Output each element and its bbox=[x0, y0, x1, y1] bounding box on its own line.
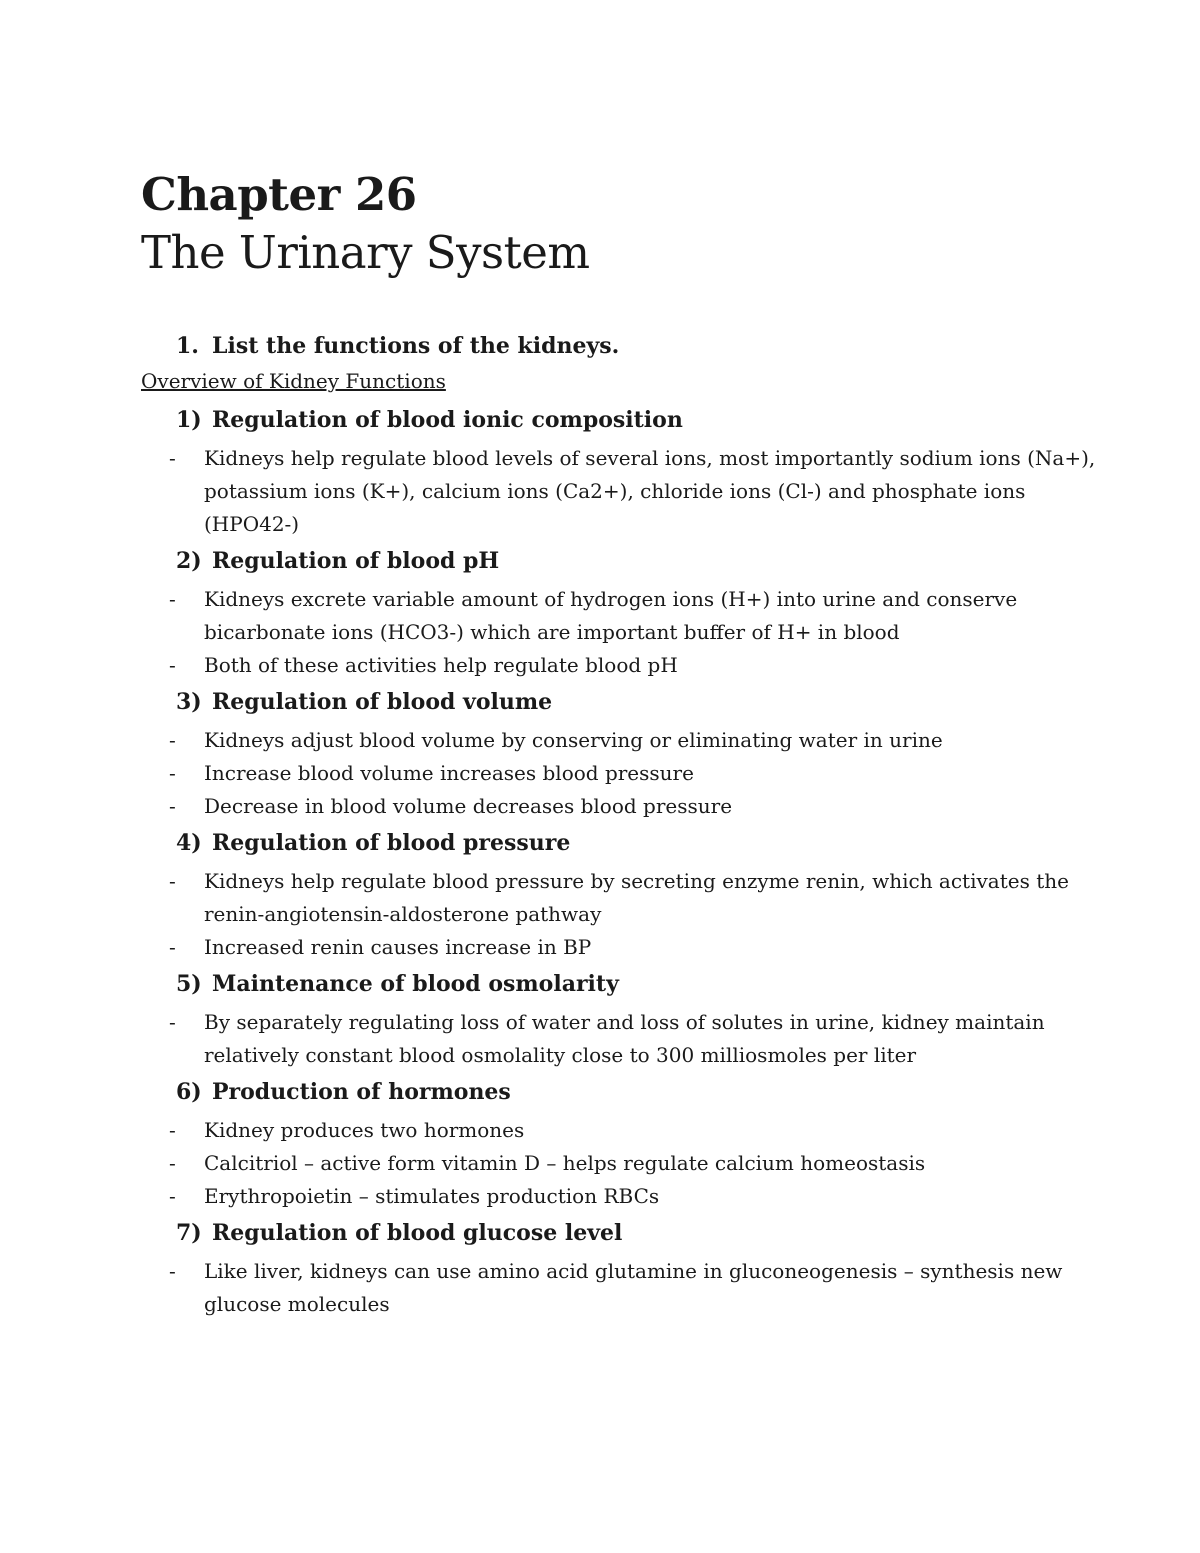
chapter-title: Chapter 26 bbox=[141, 168, 417, 221]
list-item bbox=[141, 931, 1101, 964]
bullet-list bbox=[141, 442, 1101, 541]
list-item-text: Erythropoietin – stimulates production RBCs bbox=[204, 1184, 660, 1208]
list-item-text: By separately regulating loss of water and loss of solutes in urine, kidney maintain relatively constant blood osmolality close to 300 milliosmoles per liter bbox=[204, 1010, 1045, 1067]
dash-marker: - bbox=[169, 761, 176, 785]
dash-marker: - bbox=[169, 935, 176, 959]
section-number: 3) bbox=[176, 689, 202, 715]
dash-marker: - bbox=[169, 794, 176, 818]
section-heading bbox=[141, 828, 1101, 858]
list-item bbox=[141, 1255, 1101, 1321]
section-heading bbox=[141, 969, 1101, 999]
bullet-list bbox=[141, 724, 1101, 823]
bullet-list bbox=[141, 1114, 1101, 1213]
section-heading bbox=[141, 546, 1101, 576]
section-heading bbox=[141, 1218, 1101, 1248]
function-section bbox=[141, 687, 1101, 823]
list-item-text: Both of these activities help regulate blood pH bbox=[204, 653, 678, 677]
overview-label: Overview of Kidney Functions bbox=[141, 369, 446, 393]
list-item bbox=[141, 1006, 1101, 1072]
list-item bbox=[141, 442, 1101, 541]
dash-marker: - bbox=[169, 1118, 176, 1142]
dash-marker: - bbox=[169, 1184, 176, 1208]
dash-marker: - bbox=[169, 446, 176, 470]
section-number: 1) bbox=[176, 407, 202, 433]
list-item bbox=[141, 1147, 1101, 1180]
section-heading-text: Regulation of blood pressure bbox=[212, 830, 571, 856]
list-item-text: Kidneys excrete variable amount of hydrogen ions (H+) into urine and conserve bicarbonate ions (HCO3-) which are important buffer of H+ in blood bbox=[204, 587, 1018, 644]
function-section bbox=[141, 1077, 1101, 1213]
list-item bbox=[141, 865, 1101, 931]
bullet-list bbox=[141, 865, 1101, 964]
dash-marker: - bbox=[169, 1259, 176, 1283]
dash-marker: - bbox=[169, 653, 176, 677]
section-heading-text: Regulation of blood glucose level bbox=[212, 1220, 623, 1246]
list-item bbox=[141, 757, 1101, 790]
list-item bbox=[141, 583, 1101, 649]
section-heading bbox=[141, 687, 1101, 717]
list-item bbox=[141, 790, 1101, 823]
bullet-list bbox=[141, 1006, 1101, 1072]
function-sections bbox=[141, 405, 1101, 1326]
bullet-list bbox=[141, 1255, 1101, 1321]
section-number: 4) bbox=[176, 830, 202, 856]
section-heading-text: Regulation of blood ionic composition bbox=[212, 407, 683, 433]
function-section bbox=[141, 546, 1101, 682]
section-heading-text: Maintenance of blood osmolarity bbox=[212, 971, 619, 997]
function-section bbox=[141, 828, 1101, 964]
list-item-text: Like liver, kidneys can use amino acid glutamine in gluconeogenesis – synthesis new glucose molecules bbox=[204, 1259, 1063, 1316]
list-item bbox=[141, 649, 1101, 682]
function-section bbox=[141, 1218, 1101, 1321]
section-heading bbox=[141, 405, 1101, 435]
section-heading-text: Regulation of blood volume bbox=[212, 689, 553, 715]
list-item-text: Increased renin causes increase in BP bbox=[204, 935, 592, 959]
chapter-subtitle: The Urinary System bbox=[141, 226, 590, 279]
question-number: 1. bbox=[176, 333, 199, 359]
dash-marker: - bbox=[169, 869, 176, 893]
function-section bbox=[141, 969, 1101, 1072]
section-number: 7) bbox=[176, 1220, 202, 1246]
list-item-text: Calcitriol – active form vitamin D – helps regulate calcium homeostasis bbox=[204, 1151, 926, 1175]
list-item bbox=[141, 1180, 1101, 1213]
list-item-text: Kidneys help regulate blood levels of several ions, most importantly sodium ions (Na+), potassium ions (K+), calcium ions (Ca2+), chloride ions (Cl-) and phosphate ions (HPO42-) bbox=[204, 446, 1096, 536]
section-number: 6) bbox=[176, 1079, 202, 1105]
list-item bbox=[141, 1114, 1101, 1147]
dash-marker: - bbox=[169, 728, 176, 752]
section-heading bbox=[141, 1077, 1101, 1107]
list-item-text: Kidneys adjust blood volume by conserving or eliminating water in urine bbox=[204, 728, 943, 752]
bullet-list bbox=[141, 583, 1101, 682]
section-number: 5) bbox=[176, 971, 202, 997]
list-item-text: Kidney produces two hormones bbox=[204, 1118, 525, 1142]
question-item bbox=[176, 333, 619, 359]
section-number: 2) bbox=[176, 548, 202, 574]
section-heading-text: Regulation of blood pH bbox=[212, 548, 500, 574]
list-item-text: Decrease in blood volume decreases blood pressure bbox=[204, 794, 733, 818]
list-item-text: Kidneys help regulate blood pressure by secreting enzyme renin, which activates the renin-angiotensin-aldosterone pathway bbox=[204, 869, 1069, 926]
question-text: List the functions of the kidneys. bbox=[212, 333, 620, 359]
section-heading-text: Production of hormones bbox=[212, 1079, 511, 1105]
dash-marker: - bbox=[169, 1151, 176, 1175]
dash-marker: - bbox=[169, 1010, 176, 1034]
list-item-text: Increase blood volume increases blood pressure bbox=[204, 761, 694, 785]
dash-marker: - bbox=[169, 587, 176, 611]
list-item bbox=[141, 724, 1101, 757]
function-section bbox=[141, 405, 1101, 541]
